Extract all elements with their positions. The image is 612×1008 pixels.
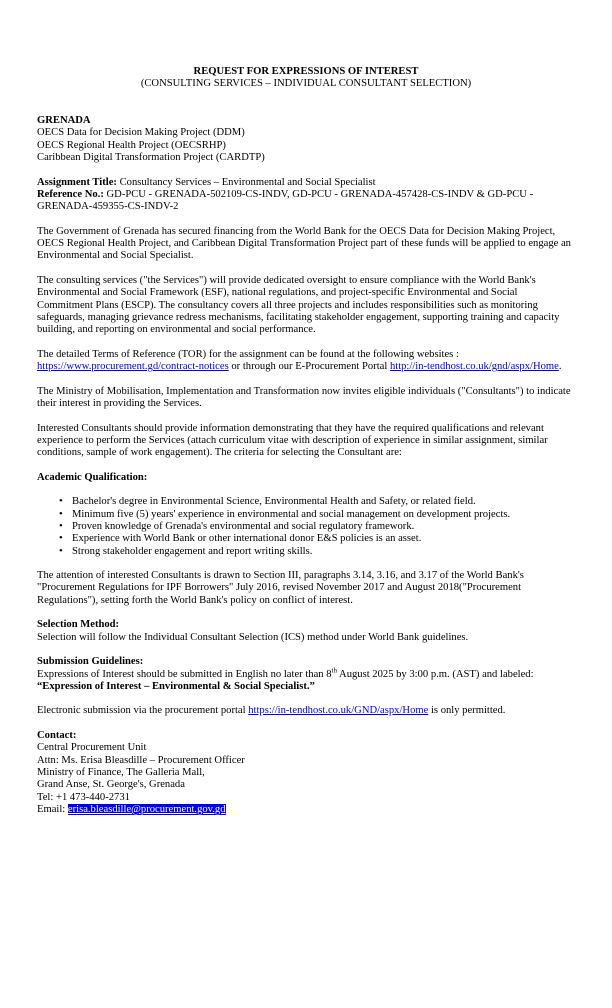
submission-heading-text: Submission Guidelines: bbox=[37, 656, 144, 668]
contact-heading bbox=[37, 730, 575, 742]
country-heading bbox=[37, 115, 575, 127]
bullet-icon: • bbox=[59, 496, 63, 508]
selection-heading bbox=[37, 619, 575, 631]
date-superscript: th bbox=[331, 666, 337, 675]
academic-heading bbox=[37, 472, 575, 484]
project-line: OECS Data for Decision Making Project (DDM) bbox=[37, 127, 245, 139]
electronic-submission bbox=[37, 705, 575, 717]
document-page bbox=[37, 66, 575, 816]
contact-line: Grand Anse, St. George's, Grenada bbox=[37, 779, 185, 791]
submission-heading bbox=[37, 656, 575, 668]
ministry-paragraph: The Ministry of Mobilisation, Implementation and Transformation now invites eligible individuals ("Consultants") to indicate their interest in providing the Services. bbox=[37, 385, 571, 410]
document-title: REQUEST FOR EXPRESSIONS OF INTEREST bbox=[193, 66, 419, 77]
bullet-icon: • bbox=[59, 545, 63, 557]
submission-text-part: August 2025 by 3:00 p.m. (AST) and labeled: bbox=[336, 668, 534, 680]
project-line: OECS Regional Health Project (OECSRHP) bbox=[37, 139, 226, 151]
attention-paragraph: The attention of interested Consultants is drawn to Section III, paragraphs 3.14, 3.16, and 3.17 of the World Bank's "Procurement Regulations for IPF Borrowers" July 2016, revised November 2017 and August 2018("Procurement Regulations"), setting forth the World Bank's policy on conflict of interest. bbox=[37, 570, 524, 606]
list-item-text: Bachelor's degree in Environmental Science, Environmental Health and Safety, or related field. bbox=[72, 496, 476, 508]
interested-paragraph: Interested Consultants should provide information demonstrating that they have the required qualifications and relevant experience to perform the Services (attach curriculum vitae with description of experience in similar assignment, similar conditions, sample of work engagement). The criteria for selecting the Consultant are: bbox=[37, 422, 548, 459]
qualification-list bbox=[37, 496, 575, 557]
assignment-value: Consultancy Services – Environmental and Social Specialist bbox=[116, 176, 376, 188]
tor-text: or through our E-Procurement Portal bbox=[228, 361, 390, 373]
document-subtitle: (CONSULTING SERVICES – INDIVIDUAL CONSULTANT SELECTION) bbox=[140, 78, 472, 90]
bullet-icon: • bbox=[59, 520, 63, 532]
list-item-text: Strong stakeholder engagement and report writing skills. bbox=[72, 545, 313, 557]
procurement-notices-link[interactable]: https://www.procurement.gd/contract-notices bbox=[37, 361, 229, 373]
selection-text: Selection will follow the Individual Consultant Selection (ICS) method under World Bank guidelines. bbox=[37, 631, 469, 643]
assignment-title bbox=[37, 177, 575, 189]
tor-text: . bbox=[558, 361, 562, 373]
assignment-label: Assignment Title: bbox=[37, 176, 117, 188]
eprocurement-portal-link[interactable]: http://in-tendhost.co.uk/gnd/aspx/Home bbox=[389, 361, 559, 373]
contact-line: Attn: Ms. Erisa Bleasdille – Procurement Officer bbox=[37, 754, 245, 766]
submission-label: “Expression of Interest – Environmental & Social Specialist.” bbox=[37, 680, 315, 692]
contact-email-line bbox=[37, 804, 575, 816]
electronic-text: Electronic submission via the procurement portal bbox=[37, 705, 249, 717]
contact-line: Central Procurement Unit bbox=[37, 742, 147, 754]
reference-number bbox=[37, 189, 575, 214]
financing-paragraph: The Government of Grenada has secured financing from the World Bank for the OECS Data for Decision Making Project, OECS Regional Health Project, and Caribbean Digital Transformation Project part of these funds will be applied to engage an Environmental and Social Specialist. bbox=[37, 225, 571, 262]
contact-email-link[interactable]: erisa.bleasdille@procurement.gov.gd bbox=[67, 803, 226, 815]
tor-paragraph bbox=[37, 349, 575, 374]
contact-line: Tel: +1 473-440-2731 bbox=[37, 791, 130, 803]
tor-text: The detailed Terms of Reference (TOR) for the assignment can be found at the following websites : bbox=[37, 348, 459, 360]
list-item-text: Proven knowledge of Grenada's environmental and social regulatory framework. bbox=[72, 520, 415, 532]
electronic-text: is only permitted. bbox=[428, 705, 506, 717]
project-line: Caribbean Digital Transformation Project (CARDTP) bbox=[37, 152, 265, 164]
bullet-icon: • bbox=[59, 508, 63, 520]
list-item bbox=[37, 509, 575, 521]
list-item bbox=[37, 533, 575, 545]
selection-heading-text: Selection Method: bbox=[37, 619, 120, 631]
list-item bbox=[37, 521, 575, 533]
contact-line: Ministry of Finance, The Galleria Mall, bbox=[37, 766, 205, 778]
academic-heading-text: Academic Qualification: bbox=[37, 471, 148, 483]
submission-portal-link[interactable]: https://in-tendhost.co.uk/GND/aspx/Home bbox=[248, 705, 429, 717]
submission-text-part: Expressions of Interest should be submitted in English no later than 8 bbox=[37, 668, 332, 680]
email-label: Email: bbox=[37, 803, 68, 815]
list-item bbox=[37, 546, 575, 558]
contact-heading-text: Contact: bbox=[37, 730, 77, 742]
bullet-icon: • bbox=[59, 533, 63, 545]
list-item-text: Experience with World Bank or other international donor E&S policies is an asset. bbox=[72, 533, 422, 545]
country-name: GRENADA bbox=[37, 115, 91, 127]
list-item-text: Minimum five (5) years' experience in environmental and social management on development projects. bbox=[72, 508, 511, 520]
reference-value: GD-PCU - GRENADA-502109-CS-INDV, GD-PCU - GRENADA-457428-CS-INDV & GD-PCU - GRENADA-459355-CS-INDV-2 bbox=[37, 188, 534, 213]
services-paragraph: The consulting services ("the Services") will provide dedicated oversight to ensure compliance with the World Bank's Environmental and Social Framework (ESF), national regulations, and project-specific Environmental and Social Commitment Plans (ESCP). The consultancy covers all three projects and includes responsibilities such as monitoring safeguards, managing grievance redress mechanisms, facilitating stakeholder engagement, supporting training and capacity building, and reporting on environmental and social performance. bbox=[37, 275, 560, 336]
list-item bbox=[37, 496, 575, 508]
submission-text bbox=[37, 666, 575, 694]
reference-label: Reference No.: bbox=[37, 188, 104, 200]
